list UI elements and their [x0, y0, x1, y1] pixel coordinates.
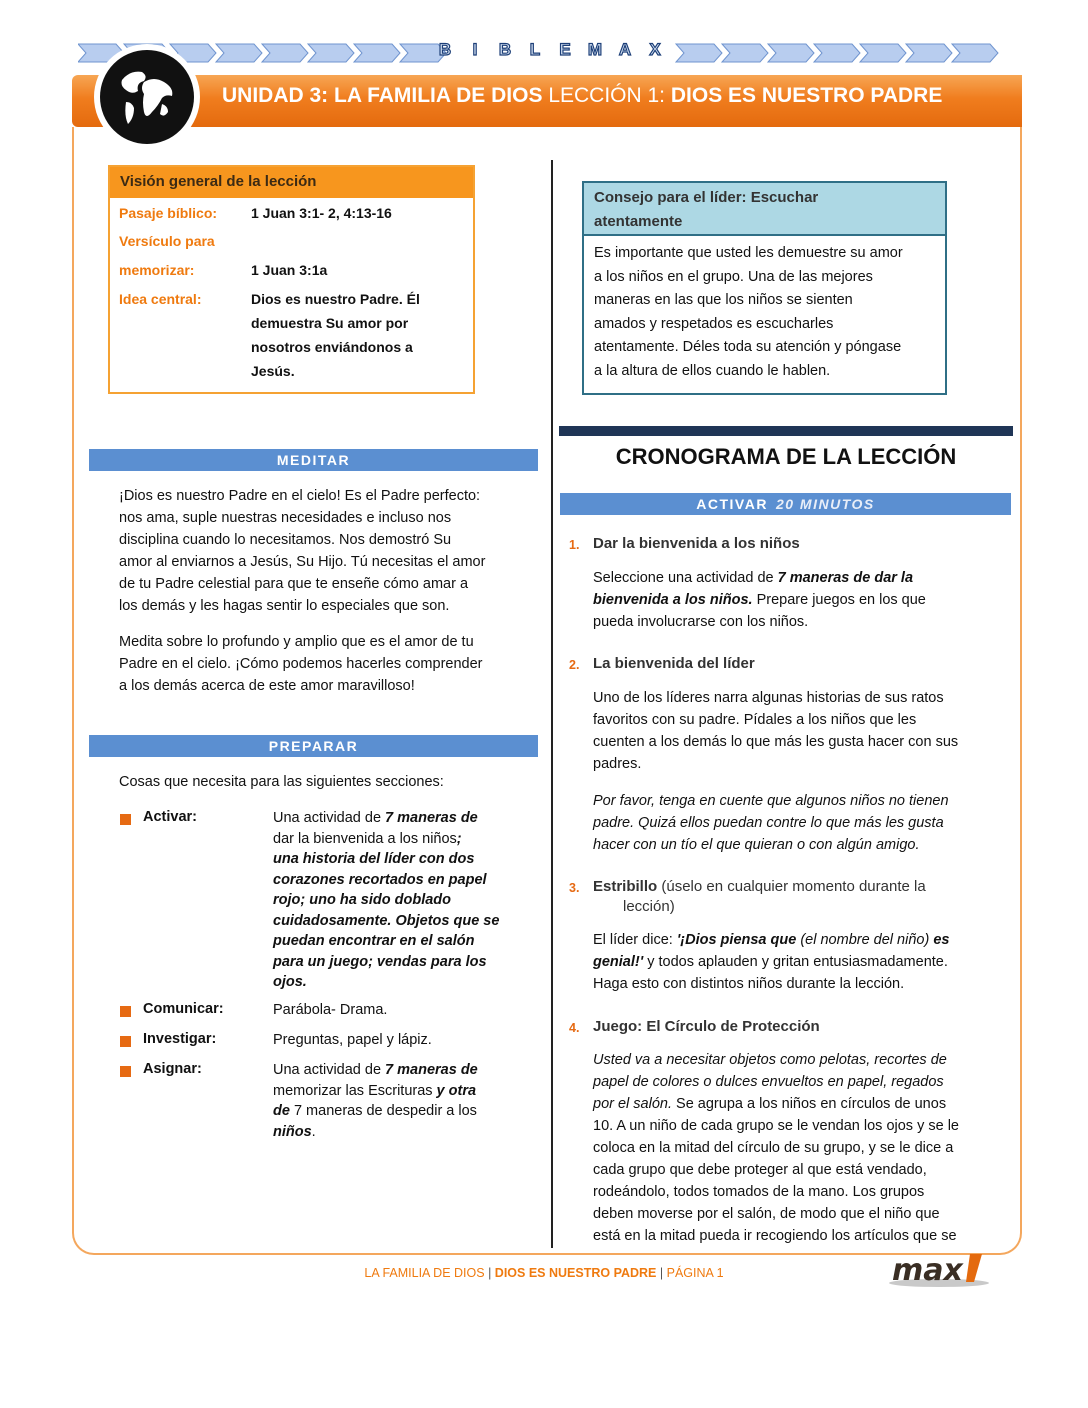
- verse-label-1: Versículo para: [119, 233, 215, 249]
- arrow-chevron: [216, 44, 262, 62]
- step-number: 4.: [569, 1021, 580, 1035]
- overview-title: Visión general de la lección: [110, 167, 473, 198]
- brand-letter: M: [587, 40, 603, 59]
- arrow-chevron: [814, 44, 860, 62]
- arrow-chevron: [952, 44, 998, 62]
- brand-letter: A: [618, 40, 632, 59]
- bullet-icon: [120, 1036, 131, 1047]
- verse-value: 1 Juan 3:1a: [251, 262, 328, 278]
- prep-item-text: Parábola- Drama.: [273, 1002, 388, 1018]
- arrow-chevron: [860, 44, 906, 62]
- footer-unit: LA FAMILIA DE DIOS: [364, 1266, 485, 1280]
- unit-title: [222, 84, 942, 108]
- footer-page: PÁGINA 1: [666, 1266, 724, 1280]
- max-logo: [884, 1250, 994, 1288]
- passage-value: 1 Juan 3:1- 2, 4:13-16: [251, 205, 392, 221]
- passage-label: Pasaje bíblico:: [119, 205, 218, 221]
- prep-item-text: Preguntas, papel y lápiz.: [273, 1032, 432, 1048]
- bullet-icon: [120, 814, 131, 825]
- verse-label-2: memorizar:: [119, 262, 195, 278]
- step-3-text: El líder dice: '¡Dios piensa que (el nombre del niño) es genial!' y todos aplauden y gritan entusiasmadamente. Haga esto con distintos niños durante la lección.: [593, 932, 950, 992]
- brand-letter: X: [649, 40, 661, 59]
- step-number: 2.: [569, 658, 580, 672]
- step-2-text: Uno de los líderes narra algunas historias de sus ratos favoritos con su padre. Pídales a los niños que les cuenten a los demás lo que más les gusta hacer con sus padres.: [593, 690, 959, 772]
- arrow-chevron: [308, 44, 354, 62]
- tip-title: Consejo para el líder: Escuchar atentamente: [584, 183, 945, 236]
- unit-label: UNIDAD 3:: [222, 84, 329, 107]
- prep-item-label: Activar:: [143, 809, 197, 825]
- meditar-paragraph-1: ¡Dios es nuestro Padre en el cielo! Es el Padre perfecto: nos ama, suple nuestras necesidades e incluso nos disciplina cuando lo necesitamos. Nos demostró Su amor al enviarnos a Jesús, Su Hijo. Tú necesitas el amor de tu Padre celestial para que te enseñe cómo amar a los demás y les hagas sentir lo especiales que son.: [119, 488, 486, 614]
- prep-item-label: Investigar:: [143, 1031, 217, 1047]
- arrow-chevron: [722, 44, 768, 62]
- page-footer: LA FAMILIA DE DIOS | DIOS ES NUESTRO PADRE | PÁGINA 1: [364, 1266, 724, 1280]
- brand-letter: I: [472, 40, 478, 59]
- leader-tip-box: [582, 181, 947, 395]
- prep-item-label: Asignar:: [143, 1061, 202, 1077]
- lesson-name: DIOS ES NUESTRO PADRE: [670, 84, 943, 107]
- step-number: 3.: [569, 881, 580, 895]
- step-4-text: Usted va a necesitar objetos como pelotas, recortes de papel de colores o dulces envueltos en papel, regados por el salón. Se agrupa a los niños en círculos de unos 10. A un niño de cada grupo se le vendan los ojos y se le coloca en la mitad del círculo de su grupo, y se le dice a cada grupo que debe proteger al que está vendado, rodeándolo, todos tomados de la mano. Los grupos deben moverse por el salón, de modo que el niño que está en la mitad pueda ir recogiendo los artículos que se: [593, 1052, 959, 1244]
- brand-letter: E: [559, 40, 571, 59]
- prep-item-text: Una actividad de 7 maneras de memorizar las Escrituras y otra de 7 maneras de despedir a los niños.: [273, 1062, 478, 1140]
- step-2-note: Por favor, tenga en cuente que algunos niños no tienen padre. Quizá ellos puedan contre lo que más les gusta hacer con un tío el que quieran o con algún amigo.: [593, 793, 949, 853]
- prep-item-text: Una actividad de 7 maneras de dar la bienvenida a los niños; una historia del líder con dos corazones recortados en papel rojo; uno ha sido doblado cuidadosamente. Objetos que se puedan encontrar en el salón para un juego; vendas para los ojos.: [273, 810, 500, 990]
- meditar-header: MEDITAR: [89, 449, 538, 471]
- arrow-chevron: [262, 44, 308, 62]
- tip-body: Es importante que usted les demuestre su amor a los niños en el grupo. Una de las mejores maneras en las que los niños se sienten amados y respetados es escucharles atentamente. Déles toda su atención y póngase a la altura de ellos cuando le hablen.: [594, 245, 903, 379]
- schedule-title: CRONOGRAMA DE LA LECCIÓN: [615, 444, 957, 469]
- preparar-intro: Cosas que necesita para las siguientes secciones:: [119, 774, 444, 790]
- footer-lesson: DIOS ES NUESTRO PADRE: [494, 1266, 657, 1280]
- brand-word: [430, 40, 670, 60]
- bullet-icon: [120, 1066, 131, 1077]
- step-title: Estribillo (úselo en cualquier momento durante la lección): [593, 878, 926, 915]
- arrow-chevron: [354, 44, 400, 62]
- meditar-paragraph-2: Medita sobre lo profundo y amplio que es el amor de tu Padre en el cielo. ¡Cómo podemos hacerles comprender a los demás acerca de este amor maravilloso!: [119, 634, 483, 694]
- prep-item-label: Comunicar:: [143, 1001, 224, 1017]
- activar-time: 20 MINUTOS: [775, 496, 875, 512]
- unit-name: LA FAMILIA DE DIOS: [334, 84, 543, 107]
- preparar-header: PREPARAR: [89, 735, 538, 757]
- schedule-rule: [559, 426, 1013, 436]
- arrow-chevron: [676, 44, 722, 62]
- bullet-icon: [120, 1006, 131, 1017]
- brand-letter: B: [498, 40, 512, 59]
- activar-header: [560, 493, 1011, 515]
- arrow-chevron: [906, 44, 952, 62]
- lesson-label: LECCIÓN 1:: [548, 84, 666, 107]
- step-1-text: Seleccione una actividad de 7 maneras de dar la bienvenida a los niños. Prepare juegos en los que pueda involucrarse con los niños.: [593, 570, 926, 630]
- arrow-chevron: [768, 44, 814, 62]
- column-divider: [551, 160, 553, 1248]
- activar-label: ACTIVAR: [696, 496, 768, 512]
- svg-text:max: max: [892, 1253, 963, 1288]
- brand-letter: B: [438, 40, 452, 59]
- step-number: 1.: [569, 538, 580, 552]
- step-title: Dar la bienvenida a los niños: [593, 535, 800, 552]
- step-title: Juego: El Círculo de Protección: [593, 1018, 820, 1035]
- brand-letter: L: [529, 40, 541, 59]
- step-title: La bienvenida del líder: [593, 655, 755, 672]
- idea-value: Dios es nuestro Padre. Él demuestra Su amor por nosotros enviándonos a Jesús.: [251, 291, 420, 379]
- idea-label: Idea central:: [119, 291, 202, 307]
